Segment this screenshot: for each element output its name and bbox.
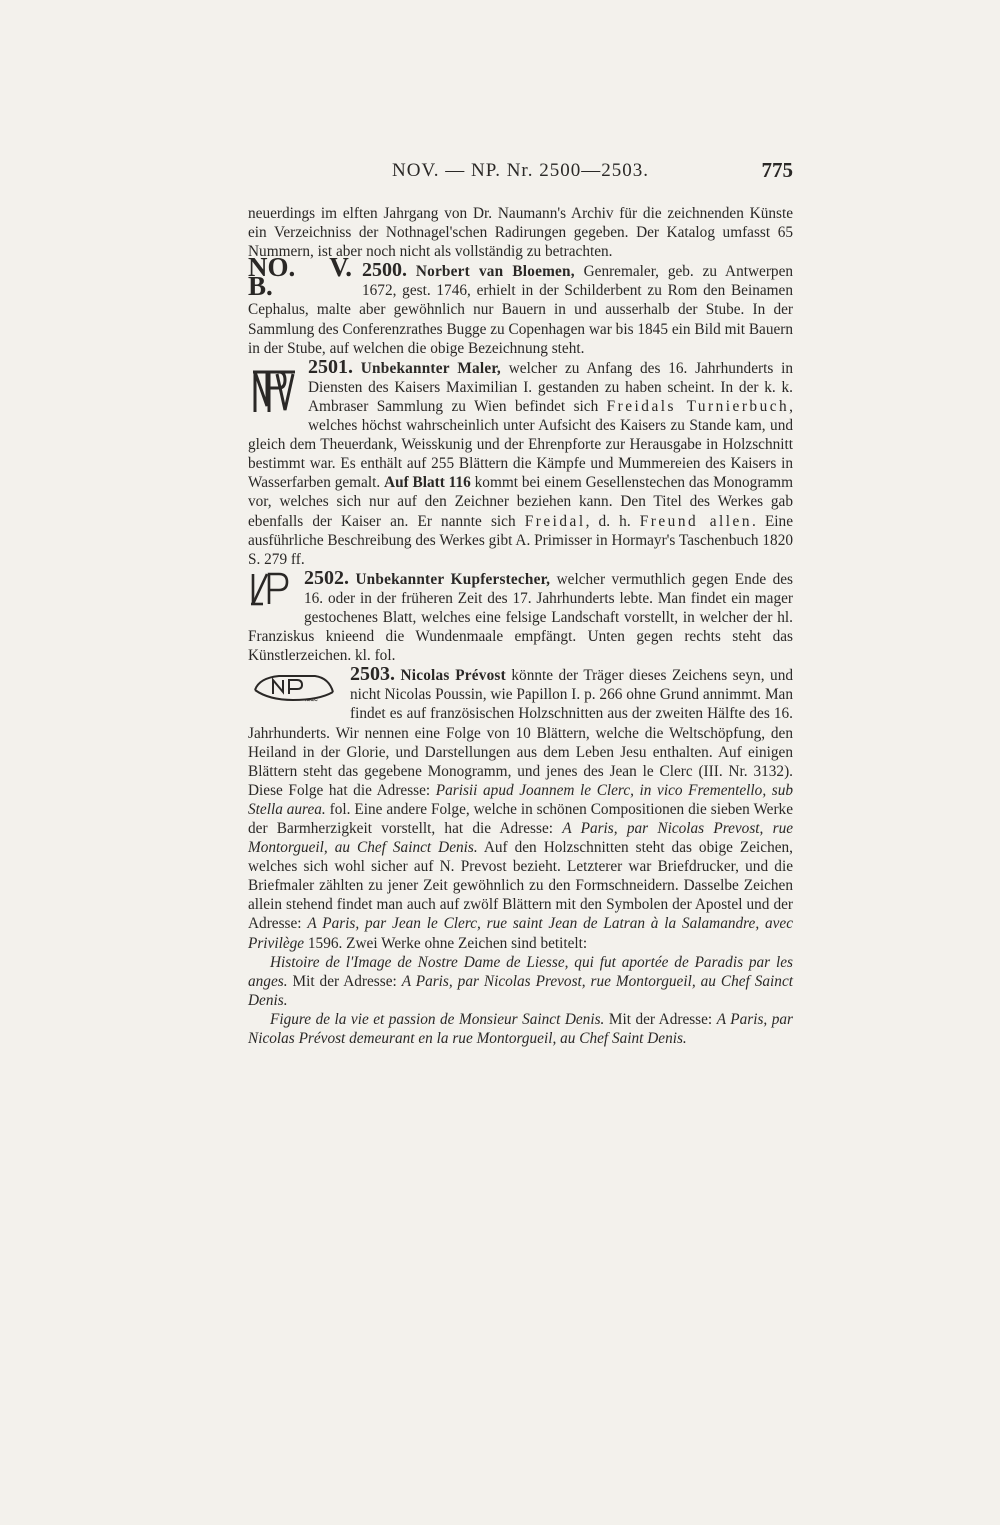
entry-number: 2503.	[350, 663, 395, 686]
spaced-phrase: Freund allen	[639, 512, 752, 530]
entry-2500	[248, 252, 794, 357]
entry-text: könnte der Träger dieses Zeichens seyn, und nicht Nicolas Poussin, wie Papillon I. p. 266 ohne Grund annimmt. Man findet es auf französischen Holzschnitten aus der zweiten Hälfte des 16. Jahrhunderts. Wir nennen eine Folge von 10 Blättern, welche die Weltschöpfung, den Heiland in der Glorie, und Darstellungen aus dem Leben Jesu enthalten. Auf einigen Blättern steht das gegebene Monogramm, und jenes des Jean le Clerc (III. Nr. 3132). Diese Folge hat die Adresse:	[248, 667, 793, 799]
entry-text: Auf den Holzschnitten steht das obige Zeichen, welches sich wohl sicher auf N. Prevost bezieht. Letzterer war Briefdrucker, und die Briefmaler zählten zu jener Zeit gewöhnlich zu den Formschneidern. Dasselbe Zeichen allein stehend findet man auch auf zwölf Blättern mit den Symbolen der Apostel und der Adresse:	[248, 839, 793, 933]
entry-number: 2501.	[308, 355, 353, 378]
entry-text: , welches höchst wahrscheinlich unter Aufsicht des Kaisers zu Stande kam, und gleich dem Theuerdank, Weisskunig und der Ehrenpforte zur Herausgabe in Holzschnitt bestimmt war. Es enthält auf 255 Blättern die Kämpfe und Mummereien des Kaisers in Wasserfarben gemalt.	[248, 397, 793, 492]
page-body	[248, 204, 793, 1048]
page-header	[248, 158, 793, 188]
svg-text:~~~: ~~~	[305, 696, 318, 706]
entry-text: Genremaler, geb. zu Antwerpen 1672, gest. 1746, erhielt in der Schilderbent zu Rom den Beinamen Cephalus, malte aber gewöhnlich nur Bauern in und ausserhalb der Stube. In der Sammlung des Conferenzrathes Bugge zu Copenhagen war bis 1845 ein Bild mit Bauern in der Stube, auf welchen die obige Bezeichnung steht.	[248, 263, 794, 357]
monogram-mark	[248, 669, 340, 707]
italic-title: Histoire de l'Image de Nostre Dame de Liesse, qui fut aportée de Paradis par les anges.	[248, 953, 793, 990]
running-head: NOV. — NP. Nr. 2500—2503.	[392, 160, 649, 181]
entry-text: Mit der Adresse:	[604, 1010, 717, 1028]
monogram-mark: NO. V. B.	[248, 252, 352, 302]
italic-address: A Paris, par Nicolas Prévost demeurant en la rue Montorgueil, au Chef Saint Denis.	[248, 1010, 793, 1048]
spaced-title: Freidals Turnierbuch	[606, 397, 790, 415]
entry-text: kommt bei einem Gesellenstechen das Monogramm vor, welches sich nur auf den Zeichner beziehen kann. Den Titel des Werkes gab ebenfalls der Kaiser an. Er nannte sich	[248, 474, 793, 530]
entry-name: Norbert van Bloemen,	[415, 263, 575, 281]
page-number: 775	[761, 158, 793, 182]
work-title-1	[248, 953, 793, 1010]
italic-address: A Paris, par Nicolas Prevost, rue Montorgueil, au Chef Sainct Denis.	[248, 820, 794, 857]
monogram-mark	[248, 364, 298, 418]
entry-number: 2500.	[362, 259, 407, 282]
entry-2502	[248, 566, 793, 665]
spaced-name: Freidal	[524, 512, 586, 530]
italic-address: A Paris, par Nicolas Prevost, rue Montorgueil, au Chef Sainct Denis.	[248, 972, 793, 1009]
entry-2501	[248, 355, 793, 569]
entry-text: fol. Eine andere Folge, welche in schönen Compositionen die sieben Werke der Barmherzigkeit vorstellt, hat die Adresse:	[248, 800, 793, 837]
italic-address: A Paris, par Jean le Clerc, rue saint Jean de Latran à la Salamandre, avec Privilège	[248, 915, 793, 952]
intro-paragraph: neuerdings im elften Jahrgang von Dr. Naumann's Archiv für die zeichnenden Künste ein Verzeichniss der Nothnagel'schen Radirungen gegeben. Der Katalog umfasst 65 Nummern, ist aber noch nicht als vollständig zu betrachten.	[248, 205, 793, 261]
entry-text: welcher zu Anfang des 16. Jahrhunderts in Diensten des Kaisers Maximilian I. gestanden zu haben scheint. In der k. k. Ambraser Sammlung zu Wien befindet sich	[308, 359, 793, 415]
entry-number: 2502.	[304, 566, 349, 589]
italic-address: Parisii apud Joannem le Clerc, in vico Frementello, sub Stella aurea.	[248, 781, 793, 818]
italic-title: Figure de la vie et passion de Monsieur Sainct Denis.	[270, 1010, 605, 1028]
entry-text: Mit der Adresse:	[287, 972, 402, 990]
entry-name: Unbekannter Maler,	[360, 359, 501, 377]
monogram-mark	[248, 569, 294, 609]
entry-text: . Eine ausführliche Beschreibung des Werkes gibt A. Primisser in Hormayr's Taschenbuch 1820 S. 279 ff.	[248, 512, 793, 568]
entry-name: Nicolas Prévost	[400, 667, 506, 685]
entry-text: 1596. Zwei Werke ohne Zeichen sind betitelt:	[304, 934, 588, 952]
work-title-2	[248, 1010, 793, 1048]
entry-name: Unbekannter Kupferstecher,	[355, 570, 551, 588]
bold-reference: Auf Blatt 116	[384, 474, 471, 492]
entry-text: , d. h.	[585, 512, 640, 530]
entry-2503	[248, 665, 793, 952]
entry-text: welcher vermuthlich gegen Ende des 16. oder in der früheren Zeit des 17. Jahrhunderts lebte. Man findet ein mager gestochenes Blatt, welches eine felsige Landschaft vorstellt, in welcher der hl. Franziskus knieend die Wundenmaale empfängt. Unten gegen rechts steht das Künstlerzeichen. kl. fol.	[248, 570, 793, 665]
